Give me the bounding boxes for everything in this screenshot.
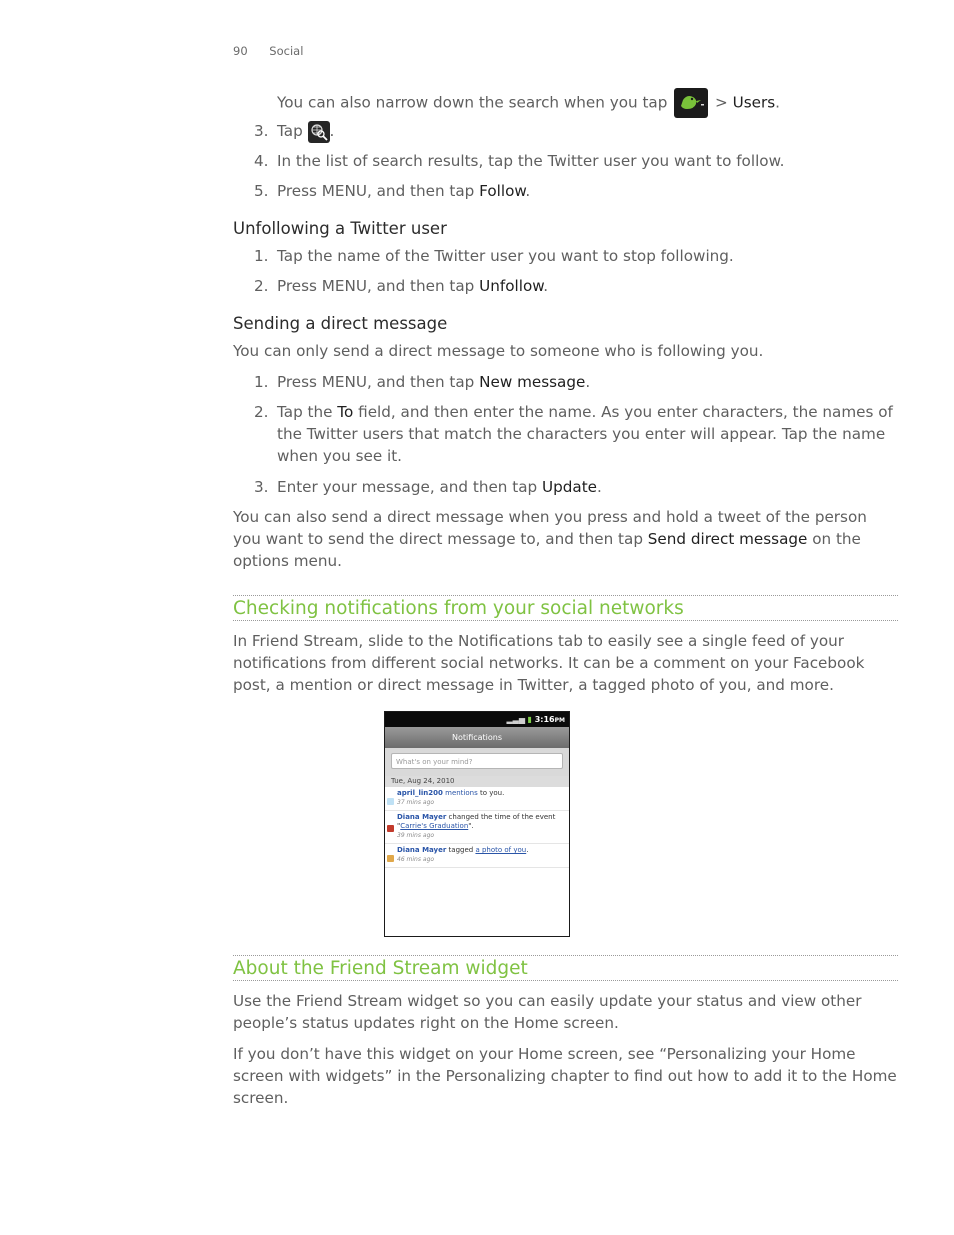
battery-icon: ▮ xyxy=(527,715,535,724)
unfollow-heading: Unfollowing a Twitter user xyxy=(233,219,447,238)
facebook-photo-icon xyxy=(387,855,394,862)
notification-item[interactable]: april_lin200 mentions to you. 37 mins ago xyxy=(385,787,569,811)
status-bar: ▂▃▅ ▮ 3:16PM xyxy=(385,712,569,727)
twitter-icon xyxy=(387,798,394,805)
unfollow-step-1: 1. Tap the name of the Twitter user you want to stop following. xyxy=(254,247,734,265)
notifications-screenshot xyxy=(384,711,570,937)
notifications-heading: Checking notifications from your social networks xyxy=(233,595,898,621)
calendar-icon xyxy=(387,825,394,832)
users-option: Users xyxy=(732,93,776,112)
twitter-bird-icon xyxy=(674,88,708,118)
search-globe-icon xyxy=(308,121,330,143)
direct-step-1: 1. Press MENU, and then tap New message. xyxy=(254,373,591,391)
narrow-search-line: You can also narrow down the search when you tap > Users. xyxy=(277,88,897,118)
section-title: Social xyxy=(269,44,304,58)
step-3-tap: 3. Tap . xyxy=(233,120,898,143)
notification-item[interactable]: Diana Mayer tagged a photo of you. 46 mins ago xyxy=(385,844,569,868)
step-4: 4. In the list of search results, tap the Twitter user you want to follow. xyxy=(254,152,785,170)
screen-title: Notifications xyxy=(385,727,569,748)
direct-message-intro: You can only send a direct message to someone who is following you. xyxy=(233,342,764,360)
direct-step-2: 2. Tap the To field, and then enter the name. As you enter characters, the names of the Twitter users that match the characters you enter will appear. Tap the name when you see it. xyxy=(254,403,893,465)
unfollow-step-2: 2. Press MENU, and then tap Unfollow. xyxy=(254,277,549,295)
widget-paragraph-1: Use the Friend Stream widget so you can easily update your status and view other people’s status updates right on the Home screen. xyxy=(233,992,862,1032)
widget-heading: About the Friend Stream widget xyxy=(233,955,898,981)
date-bar: Tue, Aug 24, 2010 xyxy=(385,776,569,787)
status-input[interactable]: What's on your mind? xyxy=(391,753,563,769)
step-5: 5. Press MENU, and then tap Follow. xyxy=(254,182,531,200)
notification-item[interactable]: Diana Mayer changed the time of the event "Carrie's Graduation". 39 mins ago xyxy=(385,811,569,844)
direct-message-outro: You can also send a direct message when you press and hold a tweet of the person you want to send the direct message to, and then tap Send direct message on the options menu. xyxy=(233,508,867,570)
signal-icon: ▂▃▅ xyxy=(506,715,528,724)
direct-message-heading: Sending a direct message xyxy=(233,314,448,333)
direct-step-3: 3. Enter your message, and then tap Update. xyxy=(254,478,602,496)
page-number: 90 xyxy=(233,44,248,58)
page-header xyxy=(233,44,321,58)
notifications-body: In Friend Stream, slide to the Notifications tab to easily see a single feed of your notifications from different social networks. It can be a comment on your Facebook post, a mention or direct message in Twitter, a tagged photo of you, and more. xyxy=(233,632,865,694)
widget-paragraph-2: If you don’t have this widget on your Home screen, see “Personalizing your Home screen with widgets” in the Personalizing chapter to find out how to add it to the Home screen. xyxy=(233,1045,897,1107)
